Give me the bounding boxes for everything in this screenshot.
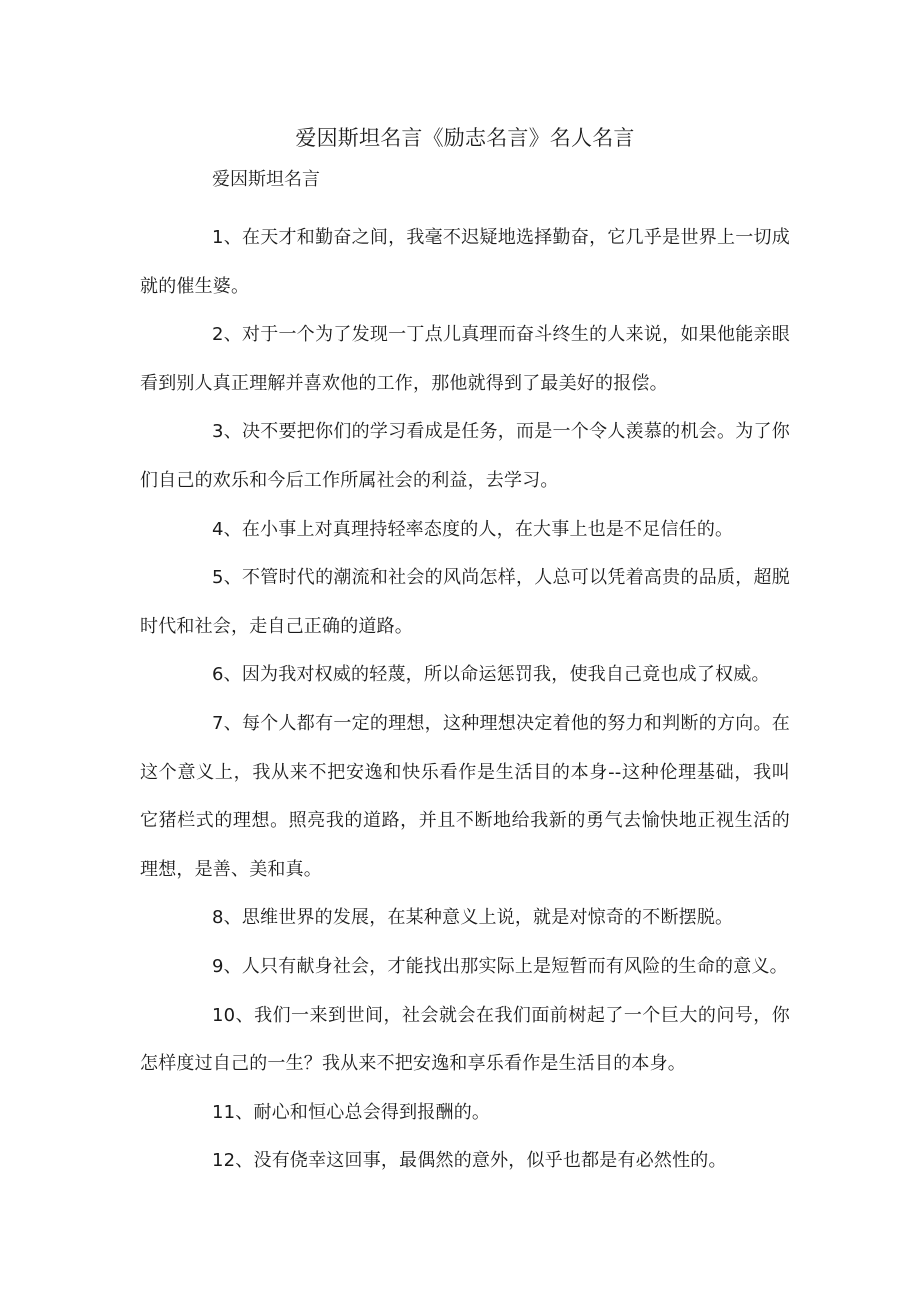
- quote-paragraph: 1、在天才和勤奋之间，我毫不迟疑地选择勤奋，它几乎是世界上一切成就的催生婆。: [140, 227, 790, 297]
- quote-paragraph: 11、耐心和恒心总会得到报酬的。: [212, 1101, 491, 1123]
- quote-paragraph: 2、对于一个为了发现一丁点儿真理而奋斗终生的人来说，如果他能亲眼看到别人真正理解并喜欢他的工作，那他就得到了最美好的报偿。: [140, 324, 790, 394]
- quote-paragraph: 6、因为我对权威的轻蔑，所以命运惩罚我，使我自己竟也成了权威。: [212, 664, 770, 686]
- quote-paragraph: 12、没有侥幸这回事，最偶然的意外，似乎也都是有必然性的。: [212, 1150, 727, 1172]
- quote-paragraph: 4、在小事上对真理持轻率态度的人，在大事上也是不足信任的。: [212, 518, 734, 540]
- document-content: [140, 118, 790, 1186]
- quote-paragraph: 9、人只有献身社会，才能找出那实际上是短暂而有风险的生命的意义。: [212, 955, 788, 977]
- quote-paragraph: 7、每个人都有一定的理想，这种理想决定着他的努力和判断的方向。在这个意义上，我从来不把安逸和快乐看作是生活目的本身--这种伦理基础，我叫它猪栏式的理想。照亮我的道路，并且不断地给我新的勇气去愉快地正视生活的理想，是善、美和真。: [140, 712, 790, 880]
- document-subtitle: 爱因斯坦名言: [212, 169, 320, 190]
- quote-paragraph: 3、决不要把你们的学习看成是任务，而是一个令人羡慕的机会。为了你们自己的欢乐和今后工作所属社会的利益，去学习。: [140, 421, 790, 491]
- document-title: 爱因斯坦名言《励志名言》名人名言: [295, 126, 635, 150]
- quote-paragraph: 5、不管时代的潮流和社会的风尚怎样，人总可以凭着高贵的品质，超脱时代和社会，走自己正确的道路。: [140, 567, 790, 637]
- quote-paragraph: 10、我们一来到世间，社会就会在我们面前树起了一个巨大的问号，你怎样度过自己的一生？我从来不把安逸和享乐看作是生活目的本身。: [140, 1004, 790, 1075]
- quote-paragraph: 8、思维世界的发展，在某种意义上说，就是对惊奇的不断摆脱。: [212, 907, 734, 929]
